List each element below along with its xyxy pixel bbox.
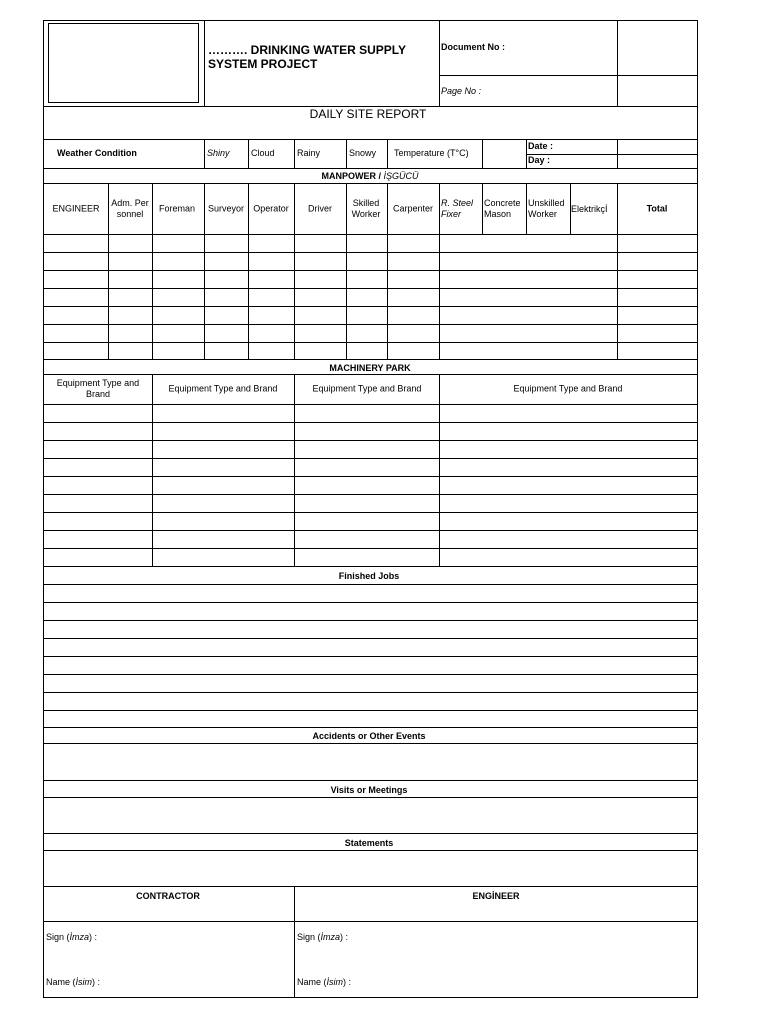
grid-line: [43, 342, 698, 343]
report-title: DAILY SITE REPORT: [309, 107, 427, 121]
date-label: Date :: [528, 141, 554, 151]
grid-line: [43, 20, 698, 21]
grid-line: [43, 620, 698, 621]
grid-line: [43, 458, 698, 459]
statements-title: Statements: [344, 838, 394, 848]
grid-line: [43, 422, 698, 423]
grid-line: [43, 270, 698, 271]
col-engineer: ENGINEER: [52, 203, 100, 214]
manpower-title: MANPOWER / İŞGÜCÜ: [321, 171, 419, 181]
grid-line: [43, 692, 698, 693]
grid-line: [294, 139, 295, 169]
weather-option-shiny: Shiny: [207, 148, 230, 158]
document-no-label: Document No :: [441, 42, 505, 52]
grid-line: [482, 139, 483, 169]
grid-line: [43, 548, 698, 549]
grid-line: [43, 743, 698, 744]
engineer-sign-field[interactable]: Sign (İmza) :: [297, 932, 349, 942]
grid-line: [43, 886, 698, 887]
grid-line: [43, 566, 698, 567]
grid-line: [43, 374, 698, 375]
grid-line: [43, 674, 698, 675]
grid-line: [439, 75, 698, 76]
weather-option-snowy: Snowy: [349, 148, 377, 158]
grid-line: [43, 359, 698, 360]
grid-line: [152, 234, 153, 360]
visits-title: Visits or Meetings: [330, 785, 408, 795]
grid-line: [43, 710, 698, 711]
accidents-title: Accidents or Other Events: [312, 731, 426, 741]
grid-line: [294, 374, 295, 567]
grid-line: [346, 234, 347, 360]
grid-line: [43, 727, 698, 728]
grid-line: [43, 20, 44, 998]
col-concrete-mason: Concrete Mason: [484, 198, 521, 219]
weather-condition-label: Weather Condition: [57, 148, 137, 158]
grid-line: [294, 234, 295, 360]
grid-line: [108, 234, 109, 360]
grid-line: [43, 183, 698, 184]
grid-line: [43, 921, 698, 922]
grid-line: [43, 602, 698, 603]
grid-line: [204, 234, 205, 360]
weather-option-cloud: Cloud: [251, 148, 275, 158]
grid-line: [43, 638, 698, 639]
col-driver: Driver: [308, 203, 332, 214]
grid-line: [204, 20, 205, 107]
machinery-col-4: Equipment Type and Brand: [513, 383, 623, 394]
grid-line: [248, 139, 249, 169]
temperature-label: Temperature (T°C): [394, 148, 469, 158]
grid-line: [43, 139, 698, 140]
grid-line: [617, 20, 618, 107]
grid-line: [43, 252, 698, 253]
grid-line: [43, 530, 698, 531]
grid-line: [43, 404, 698, 405]
col-foreman: Foreman: [158, 203, 195, 214]
machinery-col-3: Equipment Type and Brand: [312, 383, 422, 394]
grid-line: [294, 886, 295, 998]
grid-line: [152, 374, 153, 567]
logo-box: [48, 23, 199, 103]
grid-line: [43, 306, 698, 307]
weather-option-rainy: Rainy: [297, 148, 321, 158]
grid-line: [43, 440, 698, 441]
machinery-col-1: Equipment Type and Brand: [56, 378, 140, 399]
grid-line: [248, 234, 249, 360]
grid-line: [43, 656, 698, 657]
grid-line: [617, 234, 618, 360]
grid-line: [346, 139, 347, 169]
contractor-title: CONTRACTOR: [136, 891, 200, 901]
machinery-col-2: Equipment Type and Brand: [168, 383, 278, 394]
grid-line: [43, 494, 698, 495]
grid-line: [43, 324, 698, 325]
col-carpenter: Carpenter: [392, 203, 434, 214]
grid-line: [108, 183, 109, 235]
col-unskilled-worker: Unskilled Worker: [528, 198, 565, 219]
grid-line: [43, 833, 698, 834]
engineer-title: ENGİNEER: [472, 891, 520, 901]
grid-line: [43, 288, 698, 289]
contractor-name-field[interactable]: Name (İsim) :: [46, 977, 101, 987]
grid-line: [43, 584, 698, 585]
day-label: Day :: [528, 155, 551, 165]
col-operator: Operator: [253, 203, 289, 214]
col-total: Total: [646, 203, 668, 214]
grid-line: [43, 997, 698, 998]
grid-line: [617, 183, 618, 235]
grid-line: [387, 139, 388, 169]
grid-line: [526, 154, 698, 155]
grid-line: [204, 139, 205, 169]
col-elektrikci: Elektrikçİ: [571, 204, 608, 214]
grid-line: [43, 168, 698, 169]
grid-line: [43, 797, 698, 798]
col-skilled-worker: Skilled Worker: [351, 198, 381, 219]
page-no-label: Page No :: [441, 86, 482, 96]
grid-line: [387, 234, 388, 360]
grid-line: [43, 780, 698, 781]
grid-line: [43, 850, 698, 851]
project-title: ………. DRINKING WATER SUPPLY SYSTEM PROJECT: [208, 43, 406, 71]
grid-line: [43, 512, 698, 513]
engineer-name-field[interactable]: Name (İsim) :: [297, 977, 352, 987]
contractor-sign-field[interactable]: Sign (İmza) :: [46, 932, 98, 942]
col-surveyor: Surveyor: [207, 203, 244, 214]
col-r-steel-fixer: R. Steel Fixer: [441, 198, 474, 219]
col-adm-personnel: Adm. Personnel: [111, 198, 149, 219]
grid-line: [526, 183, 527, 235]
grid-line: [439, 374, 440, 567]
grid-line: [43, 476, 698, 477]
finished-jobs-title: Finished Jobs: [338, 571, 400, 581]
machinery-title: MACHINERY PARK: [329, 363, 411, 373]
grid-line: [439, 20, 440, 107]
grid-line: [697, 20, 698, 998]
grid-line: [439, 183, 440, 235]
grid-line: [439, 234, 440, 360]
grid-line: [43, 234, 698, 235]
